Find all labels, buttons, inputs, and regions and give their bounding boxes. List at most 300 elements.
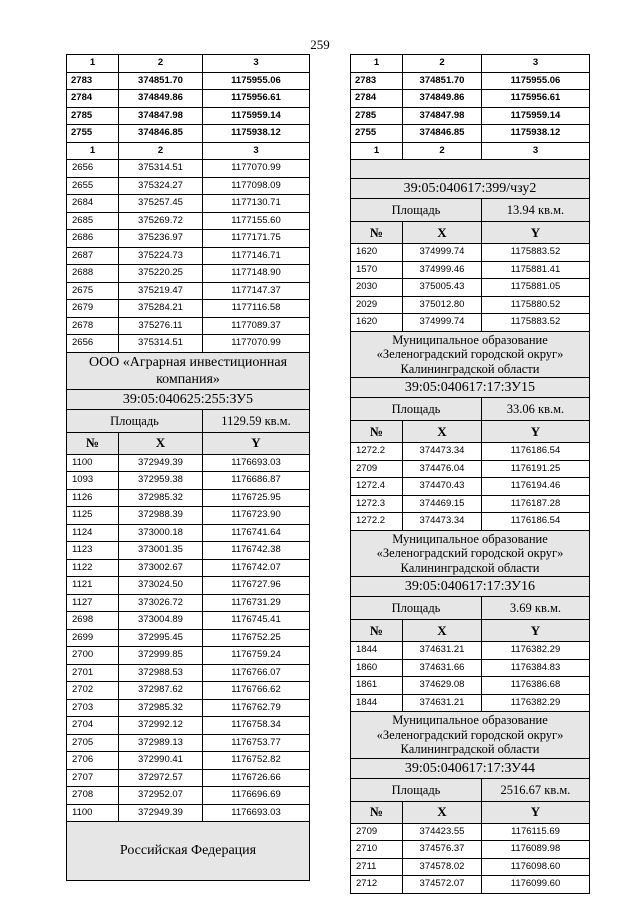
table-row <box>67 247 310 265</box>
column-number-cell: 2 <box>403 55 482 73</box>
left-coordinates-table <box>66 54 310 881</box>
point-number-cell: 1126 <box>67 489 119 507</box>
y-coordinate-cell: 1175955.06 <box>482 72 590 90</box>
table-row <box>67 787 310 805</box>
column-number-cell: 1 <box>351 55 403 73</box>
point-number-cell: 2685 <box>67 212 119 230</box>
y-coordinate-cell: 1177070.99 <box>203 335 310 353</box>
point-number-cell: 1620 <box>351 244 403 262</box>
table-row <box>351 694 590 712</box>
x-coordinate-cell: 374470.43 <box>403 478 482 496</box>
point-number-cell: 2709 <box>351 460 403 478</box>
point-number-cell: 1100 <box>67 454 119 472</box>
x-coordinate-cell: 374578.02 <box>403 858 482 876</box>
table-row <box>67 212 310 230</box>
x-coordinate-cell: 375220.25 <box>119 265 203 283</box>
column-number-cell: 3 <box>203 142 310 160</box>
table-row <box>67 125 310 143</box>
point-number-cell: 2707 <box>67 769 119 787</box>
point-number-cell: 1620 <box>351 314 403 332</box>
y-coordinate-cell: 1176727.96 <box>203 577 310 595</box>
point-number-cell: 2700 <box>67 647 119 665</box>
point-number-cell: 1122 <box>67 559 119 577</box>
y-coordinate-cell: 1176731.29 <box>203 594 310 612</box>
column-number-cell: 2 <box>119 142 203 160</box>
y-coordinate-cell: 1176752.82 <box>203 752 310 770</box>
table-row <box>67 177 310 195</box>
area-value: 13.94 кв.м. <box>482 199 590 222</box>
y-coordinate-cell: 1177070.99 <box>203 160 310 178</box>
x-coordinate-cell: 375224.73 <box>119 247 203 265</box>
x-coordinate-cell: 375005.43 <box>403 279 482 297</box>
x-coordinate-cell: 374847.98 <box>119 107 203 125</box>
x-coordinate-cell: 372972.57 <box>119 769 203 787</box>
x-coordinate-cell: 374846.85 <box>403 125 482 143</box>
point-number-cell: 1093 <box>67 472 119 490</box>
y-header: Y <box>482 421 590 443</box>
area-row <box>351 597 590 620</box>
owner-name-text: Муниципальное образование «Зеленоградский городской округ» Калининградской области <box>351 712 590 759</box>
table-row <box>351 513 590 531</box>
table-row <box>351 677 590 695</box>
table-row <box>351 478 590 496</box>
point-number-cell: 2679 <box>67 300 119 318</box>
y-coordinate-cell: 1176186.54 <box>482 513 590 531</box>
owner-name-text: Муниципальное образование «Зеленоградский городской округ» Калининградской области <box>351 331 590 378</box>
area-value: 33.06 кв.м. <box>482 398 590 421</box>
column-number-cell: 3 <box>482 142 590 160</box>
table-row <box>67 647 310 665</box>
y-coordinate-cell: 1176766.07 <box>203 664 310 682</box>
parcel-number-text: 39:05:040625:255:ЗУ5 <box>67 389 310 409</box>
area-row <box>351 778 590 801</box>
x-coordinate-cell: 372959.38 <box>119 472 203 490</box>
table-row <box>351 460 590 478</box>
x-coordinate-cell: 372988.53 <box>119 664 203 682</box>
y-coordinate-cell: 1176686.87 <box>203 472 310 490</box>
point-number-cell: 1121 <box>67 577 119 595</box>
y-coordinate-cell: 1176099.60 <box>482 876 590 894</box>
point-number-cell: 2755 <box>67 125 119 143</box>
x-coordinate-cell: 372995.45 <box>119 629 203 647</box>
point-number-header: № <box>351 421 403 443</box>
y-coordinate-cell: 1176742.38 <box>203 542 310 560</box>
x-coordinate-cell: 374851.70 <box>119 72 203 90</box>
y-coordinate-cell: 1176752.25 <box>203 629 310 647</box>
column-number-cell: 1 <box>67 55 119 73</box>
x-coordinate-cell: 372985.32 <box>119 489 203 507</box>
table-row <box>67 664 310 682</box>
point-number-cell: 2655 <box>67 177 119 195</box>
country-name: Российская Федерация <box>67 822 310 881</box>
y-header: Y <box>482 620 590 642</box>
x-coordinate-cell: 375012.80 <box>403 296 482 314</box>
table-row <box>67 472 310 490</box>
point-number-cell: 2698 <box>67 612 119 630</box>
column-number-row <box>67 142 310 160</box>
y-coordinate-cell: 1176386.68 <box>482 677 590 695</box>
table-row <box>67 300 310 318</box>
owner-name <box>67 352 310 389</box>
parcel-number-text: 39:05:040617:17:ЗУ44 <box>351 758 590 778</box>
table-row <box>67 612 310 630</box>
y-coordinate-cell: 1177155.60 <box>203 212 310 230</box>
y-coordinate-cell: 1175883.52 <box>482 314 590 332</box>
area-value: 2516.67 кв.м. <box>482 778 590 801</box>
x-coordinate-cell: 375257.45 <box>119 195 203 213</box>
parcel-number <box>351 758 590 778</box>
point-number-cell: 1272.2 <box>351 513 403 531</box>
table-row <box>351 841 590 859</box>
x-coordinate-cell: 374473.34 <box>403 513 482 531</box>
y-coordinate-cell: 1176693.03 <box>203 454 310 472</box>
table-row <box>67 335 310 353</box>
x-coordinate-cell: 374999.46 <box>403 261 482 279</box>
x-coordinate-cell: 375314.51 <box>119 335 203 353</box>
point-number-cell: 2712 <box>351 876 403 894</box>
spacer-cell <box>351 160 590 179</box>
table-row <box>67 752 310 770</box>
y-coordinate-cell: 1175956.61 <box>482 90 590 108</box>
x-coordinate-cell: 375219.47 <box>119 282 203 300</box>
y-coordinate-cell: 1177147.37 <box>203 282 310 300</box>
area-label: Площадь <box>351 199 482 222</box>
table-row <box>67 454 310 472</box>
table-row <box>67 489 310 507</box>
y-coordinate-cell: 1176745.41 <box>203 612 310 630</box>
y-coordinate-cell: 1176725.95 <box>203 489 310 507</box>
table-row <box>351 823 590 841</box>
table-row <box>351 125 590 143</box>
table-row <box>67 594 310 612</box>
x-coordinate-cell: 373004.89 <box>119 612 203 630</box>
y-coordinate-cell: 1175880.52 <box>482 296 590 314</box>
column-number-cell: 3 <box>482 55 590 73</box>
area-row <box>351 199 590 222</box>
point-number-cell: 2783 <box>351 72 403 90</box>
x-coordinate-cell: 374629.08 <box>403 677 482 695</box>
area-label: Площадь <box>67 409 203 432</box>
table-row <box>67 699 310 717</box>
y-coordinate-cell: 1177171.75 <box>203 230 310 248</box>
table-row <box>67 559 310 577</box>
x-coordinate-cell: 375284.21 <box>119 300 203 318</box>
area-row <box>67 409 310 432</box>
y-coordinate-cell: 1177098.09 <box>203 177 310 195</box>
y-coordinate-cell: 1177089.37 <box>203 317 310 335</box>
y-coordinate-cell: 1175956.61 <box>203 90 310 108</box>
point-number-cell: 2684 <box>67 195 119 213</box>
table-row <box>67 160 310 178</box>
point-number-cell: 2709 <box>351 823 403 841</box>
point-number-cell: 2688 <box>67 265 119 283</box>
table-row <box>351 107 590 125</box>
x-coordinate-cell: 374851.70 <box>403 72 482 90</box>
column-number-row <box>351 142 590 160</box>
x-coordinate-cell: 375236.97 <box>119 230 203 248</box>
x-coordinate-cell: 375269.72 <box>119 212 203 230</box>
owner-name-text: ООО «Аграрная инвестиционная компания» <box>67 352 310 389</box>
y-coordinate-cell: 1175883.52 <box>482 244 590 262</box>
column-number-cell: 3 <box>203 55 310 73</box>
y-coordinate-cell: 1176089.98 <box>482 841 590 859</box>
y-coordinate-cell: 1175881.05 <box>482 279 590 297</box>
page-number: 259 <box>310 37 330 52</box>
point-number-cell: 1100 <box>67 804 119 822</box>
area-row <box>351 398 590 421</box>
column-number-cell: 2 <box>403 142 482 160</box>
table-row <box>67 682 310 700</box>
point-number-cell: 2785 <box>67 107 119 125</box>
y-coordinate-cell: 1176098.60 <box>482 858 590 876</box>
x-coordinate-cell: 372949.39 <box>119 454 203 472</box>
point-number-cell: 1272.3 <box>351 495 403 513</box>
table-row <box>67 72 310 90</box>
point-number-cell: 2656 <box>67 335 119 353</box>
point-number-cell: 2710 <box>351 841 403 859</box>
y-coordinate-cell: 1176742.07 <box>203 559 310 577</box>
y-coordinate-cell: 1177130.71 <box>203 195 310 213</box>
x-header: X <box>403 620 482 642</box>
table-row <box>67 524 310 542</box>
footer-row <box>67 822 310 881</box>
table-row <box>351 659 590 677</box>
column-number-row <box>67 55 310 73</box>
x-coordinate-cell: 374469.15 <box>403 495 482 513</box>
y-coordinate-cell: 1176187.28 <box>482 495 590 513</box>
parcel-number-text: 39:05:040617:399/чзу2 <box>351 179 590 199</box>
point-number-cell: 1272.2 <box>351 443 403 461</box>
column-number-cell: 1 <box>67 142 119 160</box>
x-header: X <box>403 801 482 823</box>
x-header: X <box>403 222 482 244</box>
x-coordinate-cell: 372985.32 <box>119 699 203 717</box>
x-coordinate-cell: 373024.50 <box>119 577 203 595</box>
point-number-header: № <box>67 432 119 454</box>
table-row <box>351 495 590 513</box>
x-coordinate-cell: 374423.55 <box>403 823 482 841</box>
y-coordinate-cell: 1175959.14 <box>482 107 590 125</box>
y-coordinate-cell: 1176758.34 <box>203 717 310 735</box>
table-row <box>351 443 590 461</box>
column-number-cell: 1 <box>351 142 403 160</box>
point-number-cell: 2030 <box>351 279 403 297</box>
table-row <box>67 282 310 300</box>
table-row <box>351 876 590 894</box>
x-coordinate-cell: 372988.39 <box>119 507 203 525</box>
parcel-number <box>351 179 590 199</box>
x-coordinate-cell: 373026.72 <box>119 594 203 612</box>
column-header-row <box>351 801 590 823</box>
y-coordinate-cell: 1176753.77 <box>203 734 310 752</box>
point-number-cell: 1272.4 <box>351 478 403 496</box>
point-number-cell: 2784 <box>67 90 119 108</box>
x-coordinate-cell: 374999.74 <box>403 244 482 262</box>
y-coordinate-cell: 1175938.12 <box>203 125 310 143</box>
parcel-number <box>67 389 310 409</box>
column-header-row <box>67 432 310 454</box>
y-coordinate-cell: 1176696.69 <box>203 787 310 805</box>
parcel-number-text: 39:05:040617:17:ЗУ15 <box>351 378 590 398</box>
table-row <box>67 195 310 213</box>
x-coordinate-cell: 374572.07 <box>403 876 482 894</box>
y-coordinate-cell: 1177148.90 <box>203 265 310 283</box>
point-number-cell: 2755 <box>351 125 403 143</box>
area-label: Площадь <box>351 597 482 620</box>
y-coordinate-cell: 1176382.29 <box>482 642 590 660</box>
table-row <box>67 717 310 735</box>
point-number-cell: 2703 <box>67 699 119 717</box>
table-row <box>67 804 310 822</box>
x-coordinate-cell: 374631.66 <box>403 659 482 677</box>
point-number-header: № <box>351 801 403 823</box>
spacer-row <box>351 160 590 179</box>
table-row <box>67 507 310 525</box>
point-number-cell: 2706 <box>67 752 119 770</box>
y-coordinate-cell: 1176384.83 <box>482 659 590 677</box>
y-coordinate-cell: 1176693.03 <box>203 804 310 822</box>
table-row <box>67 542 310 560</box>
x-coordinate-cell: 372949.39 <box>119 804 203 822</box>
y-coordinate-cell: 1175955.06 <box>203 72 310 90</box>
point-number-cell: 2704 <box>67 717 119 735</box>
point-number-cell: 2708 <box>67 787 119 805</box>
right-coordinates-table <box>350 54 590 894</box>
point-number-header: № <box>351 222 403 244</box>
x-coordinate-cell: 375324.27 <box>119 177 203 195</box>
y-coordinate-cell: 1175959.14 <box>203 107 310 125</box>
y-coordinate-cell: 1177116.58 <box>203 300 310 318</box>
y-coordinate-cell: 1177146.71 <box>203 247 310 265</box>
y-coordinate-cell: 1176194.46 <box>482 478 590 496</box>
x-header: X <box>119 432 203 454</box>
x-coordinate-cell: 372992.12 <box>119 717 203 735</box>
x-coordinate-cell: 374847.98 <box>403 107 482 125</box>
x-coordinate-cell: 374999.74 <box>403 314 482 332</box>
table-row <box>67 769 310 787</box>
point-number-cell: 2711 <box>351 858 403 876</box>
point-number-cell: 1127 <box>67 594 119 612</box>
point-number-cell: 2686 <box>67 230 119 248</box>
y-coordinate-cell: 1176762.79 <box>203 699 310 717</box>
x-coordinate-cell: 374631.21 <box>403 694 482 712</box>
parcel-number <box>351 577 590 597</box>
point-number-cell: 2678 <box>67 317 119 335</box>
column-number-row <box>351 55 590 73</box>
column-header-row <box>351 620 590 642</box>
table-row <box>67 265 310 283</box>
x-coordinate-cell: 374476.04 <box>403 460 482 478</box>
table-row <box>351 261 590 279</box>
x-coordinate-cell: 374576.37 <box>403 841 482 859</box>
x-coordinate-cell: 374849.86 <box>403 90 482 108</box>
x-coordinate-cell: 373001.35 <box>119 542 203 560</box>
y-header: Y <box>482 801 590 823</box>
owner-name-text: Муниципальное образование «Зеленоградский городской округ» Калининградской области <box>351 530 590 577</box>
x-coordinate-cell: 373000.18 <box>119 524 203 542</box>
column-number-cell: 2 <box>119 55 203 73</box>
y-coordinate-cell: 1176741.64 <box>203 524 310 542</box>
area-label: Площадь <box>351 398 482 421</box>
x-coordinate-cell: 374846.85 <box>119 125 203 143</box>
y-coordinate-cell: 1176766.62 <box>203 682 310 700</box>
table-row <box>67 734 310 752</box>
x-coordinate-cell: 372987.62 <box>119 682 203 700</box>
table-row <box>351 858 590 876</box>
point-number-cell: 2784 <box>351 90 403 108</box>
point-number-cell: 2701 <box>67 664 119 682</box>
point-number-cell: 1125 <box>67 507 119 525</box>
point-number-cell: 1860 <box>351 659 403 677</box>
owner-name <box>351 331 590 378</box>
x-coordinate-cell: 374849.86 <box>119 90 203 108</box>
y-coordinate-cell: 1176759.24 <box>203 647 310 665</box>
point-number-cell: 2029 <box>351 296 403 314</box>
point-number-cell: 2656 <box>67 160 119 178</box>
table-row <box>351 642 590 660</box>
table-row <box>67 317 310 335</box>
x-coordinate-cell: 373002.67 <box>119 559 203 577</box>
column-header-row <box>351 222 590 244</box>
table-row <box>351 314 590 332</box>
point-number-header: № <box>351 620 403 642</box>
y-coordinate-cell: 1176723.90 <box>203 507 310 525</box>
table-row <box>67 629 310 647</box>
y-coordinate-cell: 1175938.12 <box>482 125 590 143</box>
table-row <box>351 90 590 108</box>
point-number-cell: 1123 <box>67 542 119 560</box>
point-number-cell: 2675 <box>67 282 119 300</box>
point-number-cell: 1861 <box>351 677 403 695</box>
point-number-cell: 1844 <box>351 694 403 712</box>
table-row <box>351 244 590 262</box>
table-row <box>67 230 310 248</box>
table-row <box>67 107 310 125</box>
x-coordinate-cell: 375314.51 <box>119 160 203 178</box>
column-header-row <box>351 421 590 443</box>
y-coordinate-cell: 1176191.25 <box>482 460 590 478</box>
x-coordinate-cell: 372989.13 <box>119 734 203 752</box>
table-row <box>351 296 590 314</box>
point-number-cell: 2702 <box>67 682 119 700</box>
point-number-cell: 1844 <box>351 642 403 660</box>
y-coordinate-cell: 1176382.29 <box>482 694 590 712</box>
x-header: X <box>403 421 482 443</box>
x-coordinate-cell: 374473.34 <box>403 443 482 461</box>
x-coordinate-cell: 375276.11 <box>119 317 203 335</box>
x-coordinate-cell: 372952.07 <box>119 787 203 805</box>
y-header: Y <box>203 432 310 454</box>
point-number-cell: 2705 <box>67 734 119 752</box>
table-row <box>351 72 590 90</box>
point-number-cell: 1124 <box>67 524 119 542</box>
owner-name <box>351 712 590 759</box>
y-coordinate-cell: 1176115.69 <box>482 823 590 841</box>
point-number-cell: 2687 <box>67 247 119 265</box>
y-header: Y <box>482 222 590 244</box>
area-label: Площадь <box>351 778 482 801</box>
area-value: 1129.59 кв.м. <box>203 409 310 432</box>
x-coordinate-cell: 372999.85 <box>119 647 203 665</box>
area-value: 3.69 кв.м. <box>482 597 590 620</box>
point-number-cell: 2783 <box>67 72 119 90</box>
point-number-cell: 2699 <box>67 629 119 647</box>
owner-name <box>351 530 590 577</box>
x-coordinate-cell: 374631.21 <box>403 642 482 660</box>
table-row <box>67 90 310 108</box>
y-coordinate-cell: 1176726.66 <box>203 769 310 787</box>
y-coordinate-cell: 1176186.54 <box>482 443 590 461</box>
